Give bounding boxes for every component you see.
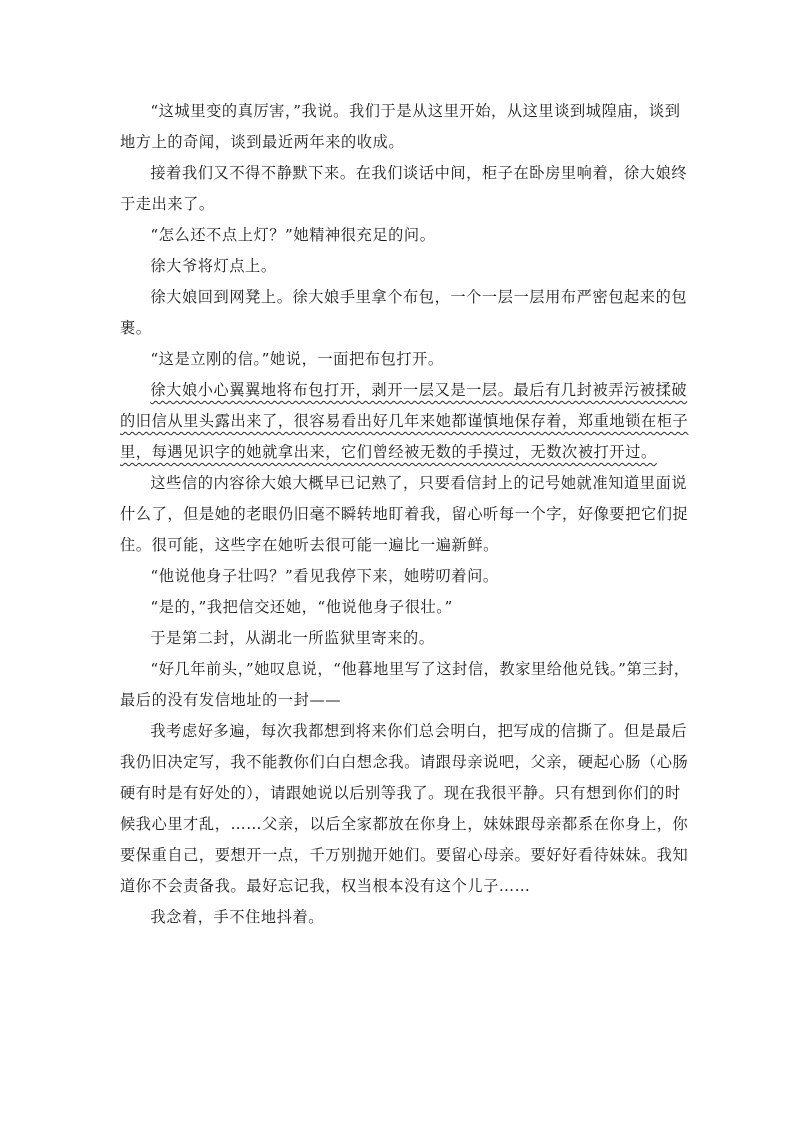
paragraph: “他说他身子壮吗？”看见我停下来，她唠叨着问。 (150, 567, 499, 585)
paragraph: 接着我们又不得不静默下来。在我们谈话中间，柜子在卧房里响着，徐大娘终于走出来了。 (120, 164, 688, 213)
paragraph: “怎么还不点上灯？”她精神很充足的问。 (150, 226, 436, 244)
letter-paragraph: 我考虑好多遍，每次我都想到将来你们总会明白，把写成的信撕了。但是最后我仍旧决定写，我不能教你们白白想念我。请跟母亲说吧，父亲，硬起心肠（心肠硬有时是有好处的），请跟她说以后别等我了。现在我很平静。只有想到你们的时候我心里才乱，……父亲，以后全家都放在你身上，妹妹跟母亲都系在你身上，你要保重自己，要想开一点，千万别抛开她们。要留心母亲。要好好看待妹妹。我知道你不会责备我。最好忘记我，权当根本没有这个儿子…… (120, 722, 689, 895)
paragraph: 徐大娘回到网凳上。徐大娘手里拿个布包，一个一层一层用布严密包起来的包裹。 (120, 288, 688, 337)
paragraph: “这城里变的真厉害，”我说。我们于是从这里开始，从这里谈到城隍庙，谈到地方上的奇闻，谈到最近两年来的收成。 (120, 102, 681, 151)
paragraph: 于是第二封，从湖北一所监狱里寄来的。 (150, 629, 435, 647)
underlined-paragraph: 徐大娘小心翼翼地将布包打开，剥开一层又是一层。最后有几封被弄污被揉破的旧信从里头露出来了，很容易看出好几年来她都谨慎地保存着，郑重地锁在柜子里，每遇见识字的她就拿出来，它们曾经被无数的手摸过，无数次被打开过。 (120, 381, 689, 461)
paragraph: 这些信的内容徐大娘大概早已记熟了，只要看信封上的记号她就准知道里面说什么了，但是她的老眼仍旧毫不瞬转地盯着我，留心听每一个字，好像要把它们捉住。很可能，这些字在她听去很可能一遍比一遍新鲜。 (120, 474, 689, 554)
paragraph: “这是立刚的信。”她说，一面把布包打开。 (150, 350, 444, 368)
paragraph: “好几年前头，”她叹息说，“他暮地里写了这封信，教家里给他兑钱。”第三封，最后的没有发信地址的一封—— (120, 660, 690, 709)
paragraph: 徐大爷将灯点上。 (150, 257, 277, 275)
paragraph: “是的，”我把信交还她，“他说他身子很壮。” (150, 598, 453, 616)
paragraph: 我念着，手不住地抖着。 (150, 908, 325, 926)
body-text (120, 96, 690, 933)
